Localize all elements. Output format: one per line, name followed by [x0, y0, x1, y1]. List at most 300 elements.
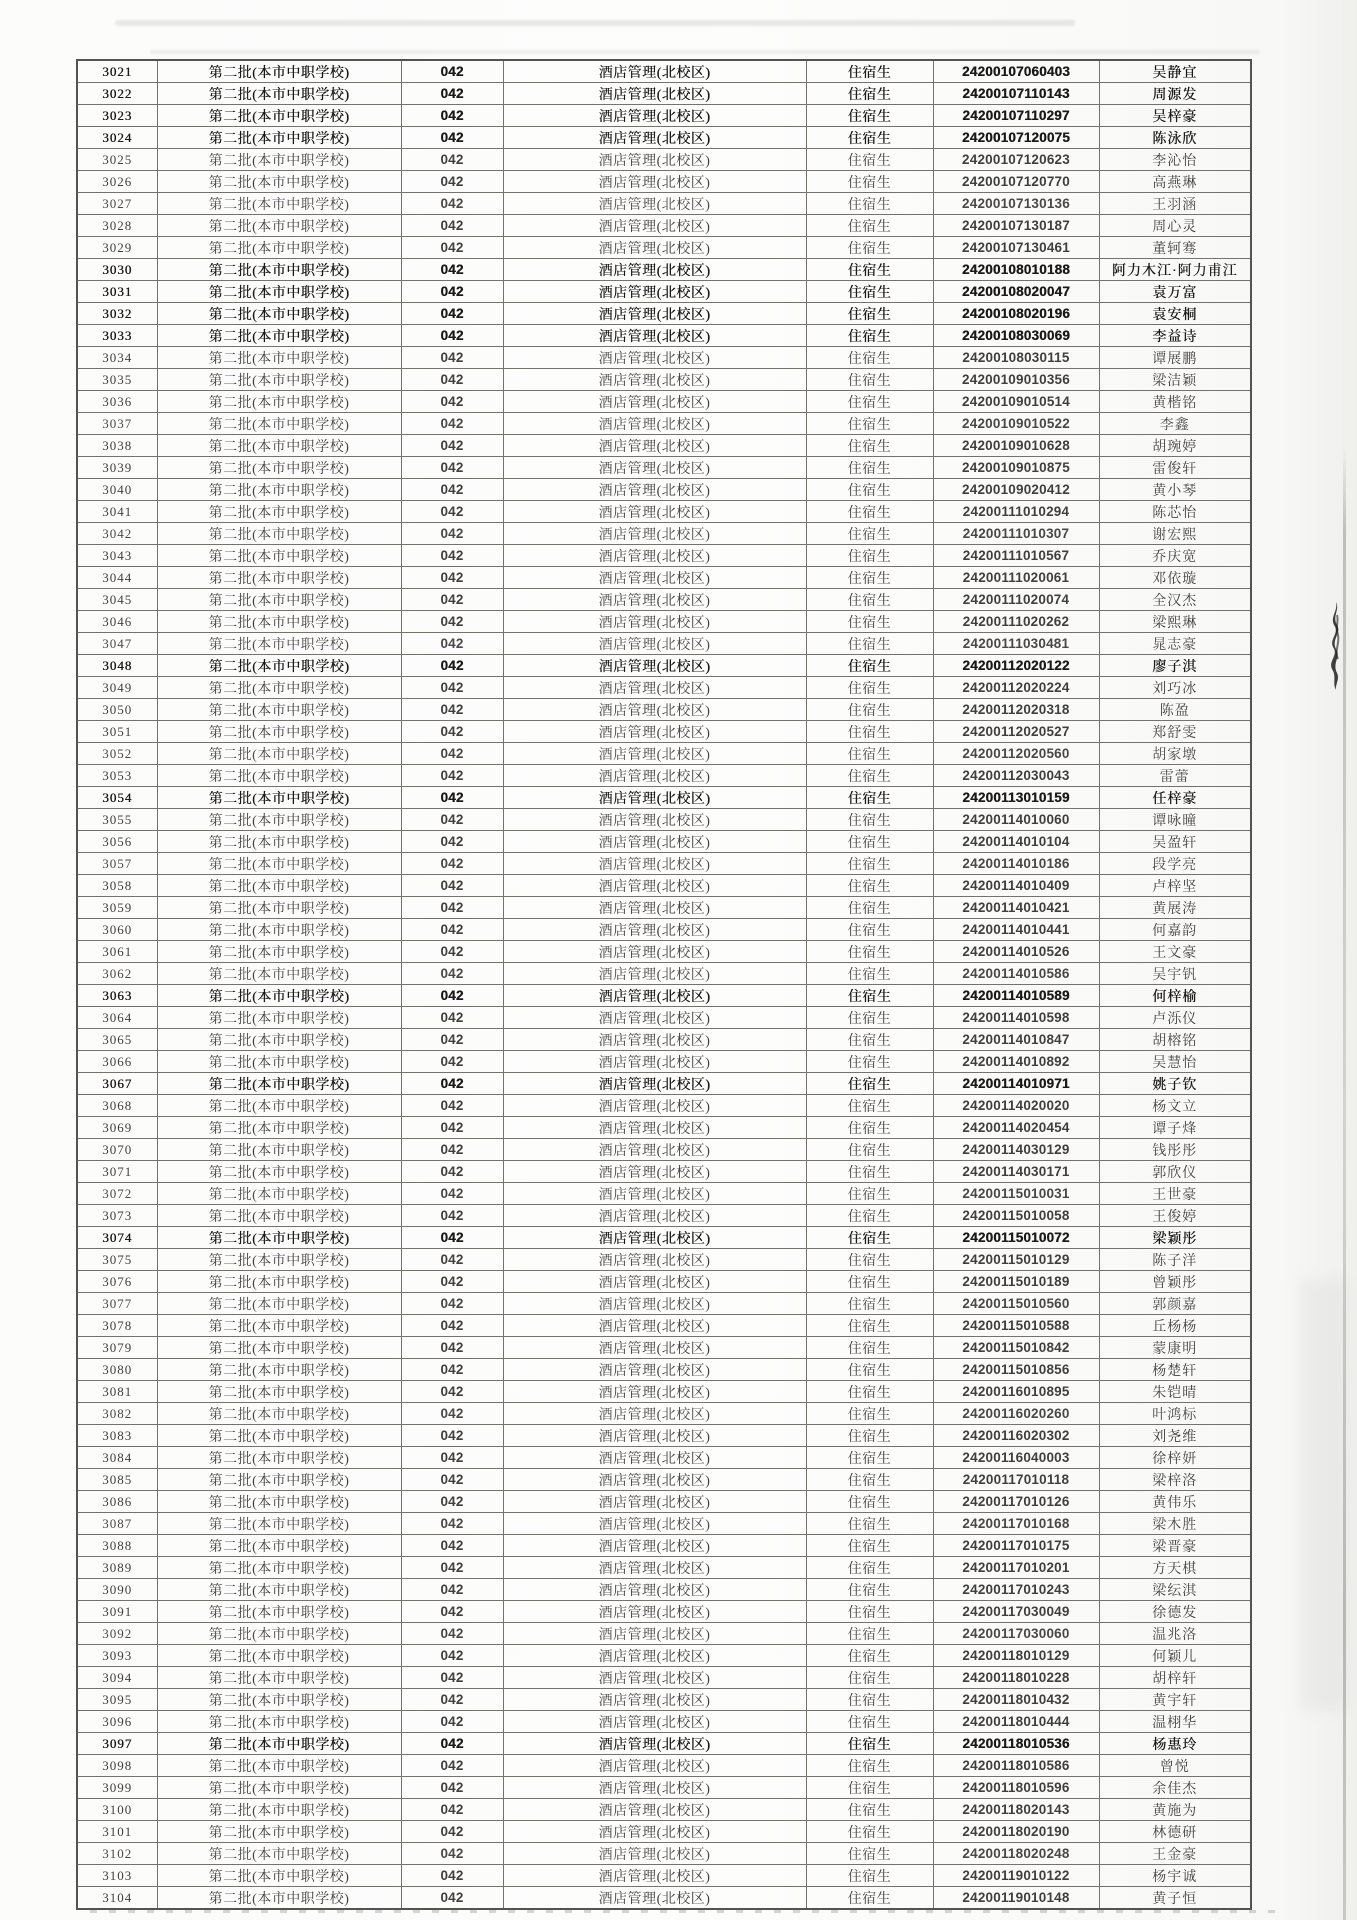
exam-id-cell: 24200117010168	[933, 1513, 1099, 1535]
table-row	[77, 237, 1251, 259]
major-cell: 酒店管理(北校区)	[503, 699, 806, 721]
table-row	[77, 1095, 1251, 1117]
table-row	[77, 589, 1251, 611]
exam-id-cell: 24200107120075	[933, 127, 1099, 149]
major-cell: 酒店管理(北校区)	[503, 1095, 806, 1117]
seq-cell: 3047	[77, 633, 157, 655]
table-row	[77, 633, 1251, 655]
name-cell: 郭欣仪	[1099, 1161, 1251, 1183]
exam-id-cell: 24200112020318	[933, 699, 1099, 721]
table-row	[77, 325, 1251, 347]
status-cell: 住宿生	[806, 589, 933, 611]
table-row	[77, 1557, 1251, 1579]
exam-id-cell: 24200112020224	[933, 677, 1099, 699]
name-cell: 郑舒雯	[1099, 721, 1251, 743]
name-cell: 王俊婷	[1099, 1205, 1251, 1227]
code-cell: 042	[401, 171, 503, 193]
seq-cell: 3082	[77, 1403, 157, 1425]
exam-id-cell: 24200116010895	[933, 1381, 1099, 1403]
major-cell: 酒店管理(北校区)	[503, 1051, 806, 1073]
status-cell: 住宿生	[806, 743, 933, 765]
status-cell: 住宿生	[806, 1205, 933, 1227]
major-cell: 酒店管理(北校区)	[503, 611, 806, 633]
table-row	[77, 1843, 1251, 1865]
name-cell: 黄宇轩	[1099, 1689, 1251, 1711]
name-cell: 朱铠晴	[1099, 1381, 1251, 1403]
seq-cell: 3096	[77, 1711, 157, 1733]
exam-id-cell: 24200108010188	[933, 259, 1099, 281]
status-cell: 住宿生	[806, 633, 933, 655]
exam-id-cell: 24200112030043	[933, 765, 1099, 787]
exam-id-cell: 24200117010175	[933, 1535, 1099, 1557]
status-cell: 住宿生	[806, 1799, 933, 1821]
exam-id-cell: 24200108030069	[933, 325, 1099, 347]
seq-cell: 3024	[77, 127, 157, 149]
major-cell: 酒店管理(北校区)	[503, 1689, 806, 1711]
seq-cell: 3044	[77, 567, 157, 589]
exam-id-cell: 24200112020122	[933, 655, 1099, 677]
major-cell: 酒店管理(北校区)	[503, 1513, 806, 1535]
status-cell: 住宿生	[806, 1821, 933, 1843]
batch-cell: 第二批(本市中职学校)	[157, 369, 401, 391]
batch-cell: 第二批(本市中职学校)	[157, 743, 401, 765]
major-cell: 酒店管理(北校区)	[503, 545, 806, 567]
status-cell: 住宿生	[806, 1183, 933, 1205]
code-cell: 042	[401, 259, 503, 281]
seq-cell: 3067	[77, 1073, 157, 1095]
seq-cell: 3088	[77, 1535, 157, 1557]
code-cell: 042	[401, 1337, 503, 1359]
name-cell: 邓依璇	[1099, 567, 1251, 589]
table-row	[77, 1821, 1251, 1843]
major-cell: 酒店管理(北校区)	[503, 963, 806, 985]
status-cell: 住宿生	[806, 1513, 933, 1535]
status-cell: 住宿生	[806, 611, 933, 633]
batch-cell: 第二批(本市中职学校)	[157, 1337, 401, 1359]
batch-cell: 第二批(本市中职学校)	[157, 1711, 401, 1733]
status-cell: 住宿生	[806, 1359, 933, 1381]
major-cell: 酒店管理(北校区)	[503, 1821, 806, 1843]
code-cell: 042	[401, 743, 503, 765]
exam-id-cell: 24200115010031	[933, 1183, 1099, 1205]
batch-cell: 第二批(本市中职学校)	[157, 1601, 401, 1623]
exam-id-cell: 24200115010058	[933, 1205, 1099, 1227]
batch-cell: 第二批(本市中职学校)	[157, 1469, 401, 1491]
major-cell: 酒店管理(北校区)	[503, 215, 806, 237]
table-row	[77, 611, 1251, 633]
major-cell: 酒店管理(北校区)	[503, 193, 806, 215]
name-cell: 吴梓豪	[1099, 105, 1251, 127]
major-cell: 酒店管理(北校区)	[503, 875, 806, 897]
batch-cell: 第二批(本市中职学校)	[157, 655, 401, 677]
batch-cell: 第二批(本市中职学校)	[157, 60, 401, 83]
name-cell: 梁熙琳	[1099, 611, 1251, 633]
name-cell: 梁纭淇	[1099, 1579, 1251, 1601]
code-cell: 042	[401, 1711, 503, 1733]
exam-id-cell: 24200115010856	[933, 1359, 1099, 1381]
status-cell: 住宿生	[806, 1007, 933, 1029]
major-cell: 酒店管理(北校区)	[503, 1887, 806, 1910]
major-cell: 酒店管理(北校区)	[503, 1469, 806, 1491]
status-cell: 住宿生	[806, 699, 933, 721]
name-cell: 李益诗	[1099, 325, 1251, 347]
batch-cell: 第二批(本市中职学校)	[157, 677, 401, 699]
exam-id-cell: 24200114010104	[933, 831, 1099, 853]
seq-cell: 3089	[77, 1557, 157, 1579]
table-row	[77, 479, 1251, 501]
seq-cell: 3085	[77, 1469, 157, 1491]
exam-id-cell: 24200113010159	[933, 787, 1099, 809]
batch-cell: 第二批(本市中职学校)	[157, 1183, 401, 1205]
exam-id-cell: 24200109010522	[933, 413, 1099, 435]
code-cell: 042	[401, 325, 503, 347]
major-cell: 酒店管理(北校区)	[503, 743, 806, 765]
major-cell: 酒店管理(北校区)	[503, 1249, 806, 1271]
exam-id-cell: 24200114010892	[933, 1051, 1099, 1073]
major-cell: 酒店管理(北校区)	[503, 369, 806, 391]
table-row	[77, 655, 1251, 677]
status-cell: 住宿生	[806, 1315, 933, 1337]
code-cell: 042	[401, 1623, 503, 1645]
code-cell: 042	[401, 985, 503, 1007]
code-cell: 042	[401, 831, 503, 853]
status-cell: 住宿生	[806, 655, 933, 677]
seq-cell: 3057	[77, 853, 157, 875]
major-cell: 酒店管理(北校区)	[503, 1865, 806, 1887]
seq-cell: 3059	[77, 897, 157, 919]
name-cell: 杨宇诚	[1099, 1865, 1251, 1887]
exam-id-cell: 24200114010586	[933, 963, 1099, 985]
exam-id-cell: 24200114030129	[933, 1139, 1099, 1161]
table-row	[77, 193, 1251, 215]
status-cell: 住宿生	[806, 1051, 933, 1073]
table-row	[77, 567, 1251, 589]
batch-cell: 第二批(本市中职学校)	[157, 1623, 401, 1645]
batch-cell: 第二批(本市中职学校)	[157, 1887, 401, 1910]
code-cell: 042	[401, 1271, 503, 1293]
status-cell: 住宿生	[806, 479, 933, 501]
exam-id-cell: 24200115010189	[933, 1271, 1099, 1293]
name-cell: 郭颜嘉	[1099, 1293, 1251, 1315]
table-row	[77, 171, 1251, 193]
major-cell: 酒店管理(北校区)	[503, 765, 806, 787]
table-row	[77, 1667, 1251, 1689]
major-cell: 酒店管理(北校区)	[503, 523, 806, 545]
code-cell: 042	[401, 1887, 503, 1910]
code-cell: 042	[401, 1183, 503, 1205]
table-row	[77, 457, 1251, 479]
seq-cell: 3086	[77, 1491, 157, 1513]
code-cell: 042	[401, 1315, 503, 1337]
seq-cell: 3075	[77, 1249, 157, 1271]
batch-cell: 第二批(本市中职学校)	[157, 545, 401, 567]
status-cell: 住宿生	[806, 1689, 933, 1711]
table-row	[77, 1205, 1251, 1227]
major-cell: 酒店管理(北校区)	[503, 919, 806, 941]
major-cell: 酒店管理(北校区)	[503, 479, 806, 501]
status-cell: 住宿生	[806, 347, 933, 369]
seq-cell: 3090	[77, 1579, 157, 1601]
status-cell: 住宿生	[806, 127, 933, 149]
seq-cell: 3100	[77, 1799, 157, 1821]
status-cell: 住宿生	[806, 677, 933, 699]
major-cell: 酒店管理(北校区)	[503, 941, 806, 963]
seq-cell: 3052	[77, 743, 157, 765]
batch-cell: 第二批(本市中职学校)	[157, 1293, 401, 1315]
status-cell: 住宿生	[806, 303, 933, 325]
name-cell: 梁梓洛	[1099, 1469, 1251, 1491]
name-cell: 胡梓轩	[1099, 1667, 1251, 1689]
name-cell: 梁木胜	[1099, 1513, 1251, 1535]
seq-cell: 3084	[77, 1447, 157, 1469]
code-cell: 042	[401, 765, 503, 787]
status-cell: 住宿生	[806, 1161, 933, 1183]
name-cell: 陈盈	[1099, 699, 1251, 721]
status-cell: 住宿生	[806, 413, 933, 435]
name-cell: 何颖儿	[1099, 1645, 1251, 1667]
table-row	[77, 1623, 1251, 1645]
code-cell: 042	[401, 1601, 503, 1623]
seq-cell: 3103	[77, 1865, 157, 1887]
table-row	[77, 699, 1251, 721]
table-row	[77, 677, 1251, 699]
seq-cell: 3058	[77, 875, 157, 897]
seq-cell: 3056	[77, 831, 157, 853]
code-cell: 042	[401, 1447, 503, 1469]
batch-cell: 第二批(本市中职学校)	[157, 809, 401, 831]
status-cell: 住宿生	[806, 259, 933, 281]
table-row	[77, 105, 1251, 127]
name-cell: 梁洁颖	[1099, 369, 1251, 391]
name-cell: 袁安桐	[1099, 303, 1251, 325]
name-cell: 王金豪	[1099, 1843, 1251, 1865]
exam-id-cell: 24200111010294	[933, 501, 1099, 523]
major-cell: 酒店管理(北校区)	[503, 1337, 806, 1359]
code-cell: 042	[401, 787, 503, 809]
seq-cell: 3051	[77, 721, 157, 743]
code-cell: 042	[401, 1425, 503, 1447]
code-cell: 042	[401, 523, 503, 545]
major-cell: 酒店管理(北校区)	[503, 1645, 806, 1667]
table-row	[77, 919, 1251, 941]
table-row	[77, 1799, 1251, 1821]
table-row	[77, 1249, 1251, 1271]
status-cell: 住宿生	[806, 831, 933, 853]
status-cell: 住宿生	[806, 391, 933, 413]
scan-edge-shadow-artifact	[1300, 1280, 1346, 1710]
table-row	[77, 1381, 1251, 1403]
name-cell: 曾颖彤	[1099, 1271, 1251, 1293]
major-cell: 酒店管理(北校区)	[503, 1843, 806, 1865]
status-cell: 住宿生	[806, 1337, 933, 1359]
name-cell: 梁颖彤	[1099, 1227, 1251, 1249]
batch-cell: 第二批(本市中职学校)	[157, 1227, 401, 1249]
batch-cell: 第二批(本市中职学校)	[157, 501, 401, 523]
table-row	[77, 60, 1251, 83]
table-row	[77, 127, 1251, 149]
seq-cell: 3027	[77, 193, 157, 215]
batch-cell: 第二批(本市中职学校)	[157, 985, 401, 1007]
status-cell: 住宿生	[806, 237, 933, 259]
seq-cell: 3074	[77, 1227, 157, 1249]
seq-cell: 3043	[77, 545, 157, 567]
exam-id-cell: 24200119010122	[933, 1865, 1099, 1887]
name-cell: 李沁怡	[1099, 149, 1251, 171]
code-cell: 042	[401, 853, 503, 875]
exam-id-cell: 24200111010307	[933, 523, 1099, 545]
major-cell: 酒店管理(北校区)	[503, 435, 806, 457]
seq-cell: 3098	[77, 1755, 157, 1777]
code-cell: 042	[401, 1227, 503, 1249]
batch-cell: 第二批(本市中职学校)	[157, 237, 401, 259]
seq-cell: 3095	[77, 1689, 157, 1711]
code-cell: 042	[401, 897, 503, 919]
major-cell: 酒店管理(北校区)	[503, 457, 806, 479]
name-cell: 卢泺仪	[1099, 1007, 1251, 1029]
status-cell: 住宿生	[806, 1249, 933, 1271]
status-cell: 住宿生	[806, 1271, 933, 1293]
status-cell: 住宿生	[806, 1293, 933, 1315]
table-row	[77, 1227, 1251, 1249]
exam-id-cell: 24200117010201	[933, 1557, 1099, 1579]
exam-id-cell: 24200117030049	[933, 1601, 1099, 1623]
exam-id-cell: 24200107120770	[933, 171, 1099, 193]
status-cell: 住宿生	[806, 1469, 933, 1491]
major-cell: 酒店管理(北校区)	[503, 1139, 806, 1161]
exam-id-cell: 24200107120623	[933, 149, 1099, 171]
code-cell: 042	[401, 1667, 503, 1689]
code-cell: 042	[401, 1557, 503, 1579]
batch-cell: 第二批(本市中职学校)	[157, 391, 401, 413]
batch-cell: 第二批(本市中职学校)	[157, 1557, 401, 1579]
exam-id-cell: 24200112020527	[933, 721, 1099, 743]
table-row	[77, 1117, 1251, 1139]
code-cell: 042	[401, 127, 503, 149]
seq-cell: 3087	[77, 1513, 157, 1535]
name-cell: 陈子洋	[1099, 1249, 1251, 1271]
status-cell: 住宿生	[806, 1029, 933, 1051]
seq-cell: 3028	[77, 215, 157, 237]
exam-id-cell: 24200111020074	[933, 589, 1099, 611]
code-cell: 042	[401, 721, 503, 743]
major-cell: 酒店管理(北校区)	[503, 1007, 806, 1029]
batch-cell: 第二批(本市中职学校)	[157, 149, 401, 171]
major-cell: 酒店管理(北校区)	[503, 105, 806, 127]
major-cell: 酒店管理(北校区)	[503, 1579, 806, 1601]
roster-table-body	[77, 60, 1251, 1909]
batch-cell: 第二批(本市中职学校)	[157, 1095, 401, 1117]
exam-id-cell: 24200118010596	[933, 1777, 1099, 1799]
major-cell: 酒店管理(北校区)	[503, 501, 806, 523]
seq-cell: 3026	[77, 171, 157, 193]
exam-id-cell: 24200118020248	[933, 1843, 1099, 1865]
code-cell: 042	[401, 1095, 503, 1117]
status-cell: 住宿生	[806, 787, 933, 809]
code-cell: 042	[401, 1491, 503, 1513]
status-cell: 住宿生	[806, 435, 933, 457]
batch-cell: 第二批(本市中职学校)	[157, 479, 401, 501]
table-row	[77, 1183, 1251, 1205]
seq-cell: 3071	[77, 1161, 157, 1183]
exam-id-cell: 24200109010628	[933, 435, 1099, 457]
name-cell: 王文豪	[1099, 941, 1251, 963]
exam-id-cell: 24200114010589	[933, 985, 1099, 1007]
status-cell: 住宿生	[806, 83, 933, 105]
table-row	[77, 743, 1251, 765]
batch-cell: 第二批(本市中职学校)	[157, 1381, 401, 1403]
status-cell: 住宿生	[806, 60, 933, 83]
code-cell: 042	[401, 1821, 503, 1843]
table-row	[77, 1579, 1251, 1601]
name-cell: 黄子恒	[1099, 1887, 1251, 1910]
major-cell: 酒店管理(北校区)	[503, 1359, 806, 1381]
table-row	[77, 853, 1251, 875]
seq-cell: 3069	[77, 1117, 157, 1139]
status-cell: 住宿生	[806, 325, 933, 347]
exam-id-cell: 24200115010560	[933, 1293, 1099, 1315]
name-cell: 廖子淇	[1099, 655, 1251, 677]
batch-cell: 第二批(本市中职学校)	[157, 1733, 401, 1755]
batch-cell: 第二批(本市中职学校)	[157, 919, 401, 941]
status-cell: 住宿生	[806, 567, 933, 589]
name-cell: 晁志豪	[1099, 633, 1251, 655]
name-cell: 方天棋	[1099, 1557, 1251, 1579]
major-cell: 酒店管理(北校区)	[503, 83, 806, 105]
table-row	[77, 1359, 1251, 1381]
seq-cell: 3099	[77, 1777, 157, 1799]
exam-id-cell: 24200107130187	[933, 215, 1099, 237]
major-cell: 酒店管理(北校区)	[503, 60, 806, 83]
status-cell: 住宿生	[806, 501, 933, 523]
table-row	[77, 1161, 1251, 1183]
name-cell: 吴慧怡	[1099, 1051, 1251, 1073]
seq-cell: 3025	[77, 149, 157, 171]
name-cell: 黄伟乐	[1099, 1491, 1251, 1513]
batch-cell: 第二批(本市中职学校)	[157, 325, 401, 347]
batch-cell: 第二批(本市中职学校)	[157, 589, 401, 611]
batch-cell: 第二批(本市中职学校)	[157, 105, 401, 127]
name-cell: 吴静宜	[1099, 60, 1251, 83]
code-cell: 042	[401, 875, 503, 897]
code-cell: 042	[401, 1293, 503, 1315]
seq-cell: 3092	[77, 1623, 157, 1645]
name-cell: 高燕琳	[1099, 171, 1251, 193]
table-row	[77, 985, 1251, 1007]
table-row	[77, 787, 1251, 809]
major-cell: 酒店管理(北校区)	[503, 1227, 806, 1249]
table-row	[77, 1271, 1251, 1293]
exam-id-cell: 24200107060403	[933, 60, 1099, 83]
batch-cell: 第二批(本市中职学校)	[157, 1315, 401, 1337]
code-cell: 042	[401, 1205, 503, 1227]
major-cell: 酒店管理(北校区)	[503, 1535, 806, 1557]
table-row	[77, 1469, 1251, 1491]
seq-cell: 3055	[77, 809, 157, 831]
scan-smudge-artifact	[150, 50, 1260, 54]
table-row	[77, 1535, 1251, 1557]
batch-cell: 第二批(本市中职学校)	[157, 1689, 401, 1711]
name-cell: 黄楷铭	[1099, 391, 1251, 413]
table-row	[77, 1337, 1251, 1359]
ink-blob-artifact	[1328, 601, 1344, 691]
batch-cell: 第二批(本市中职学校)	[157, 1667, 401, 1689]
table-row	[77, 347, 1251, 369]
exam-id-cell: 24200111020061	[933, 567, 1099, 589]
exam-id-cell: 24200116020260	[933, 1403, 1099, 1425]
table-row	[77, 281, 1251, 303]
status-cell: 住宿生	[806, 809, 933, 831]
seq-cell: 3048	[77, 655, 157, 677]
